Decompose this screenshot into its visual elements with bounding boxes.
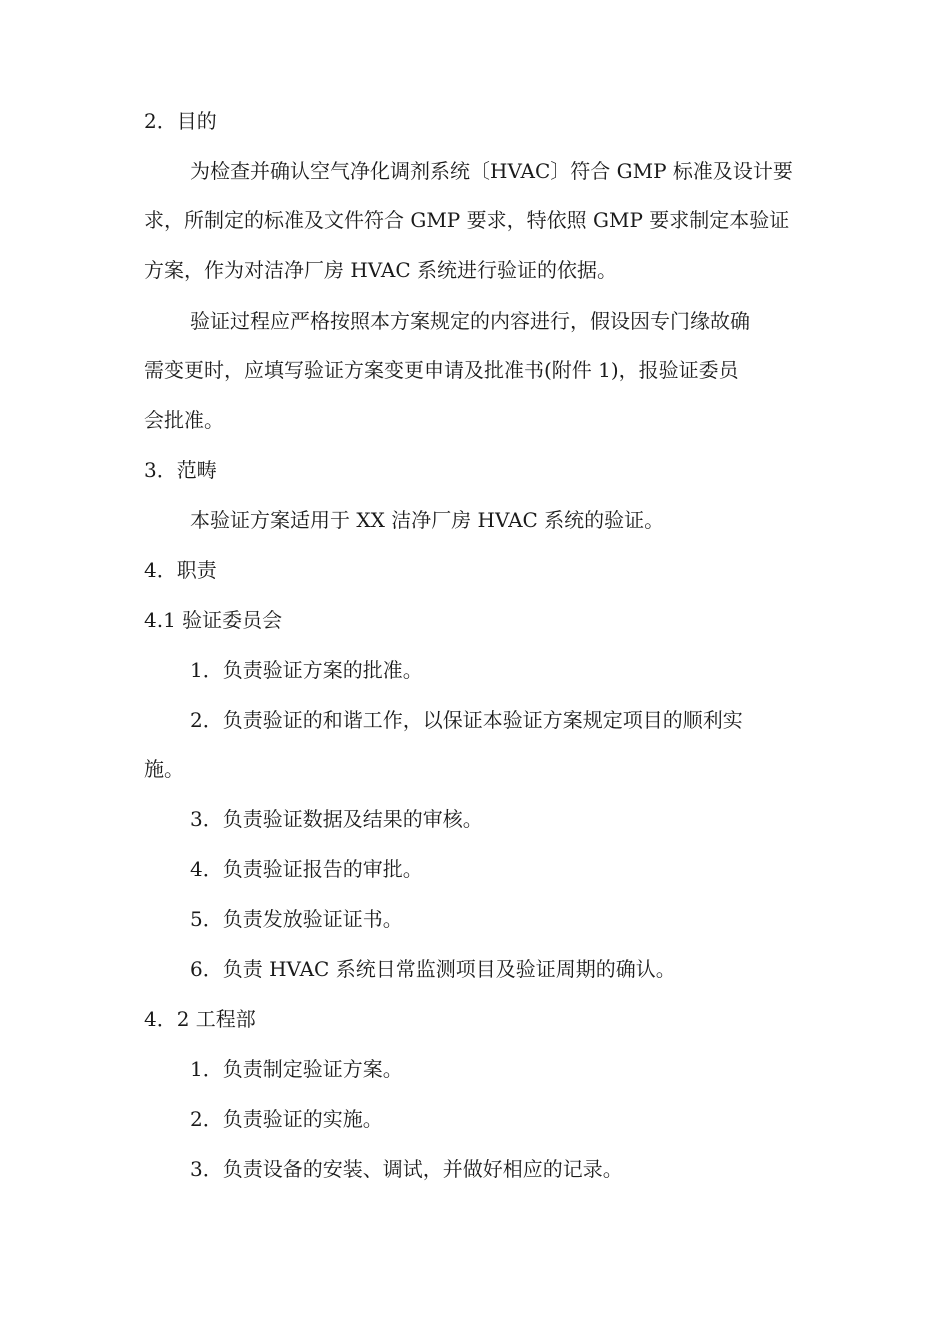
committee-duty-item: 6．负责 HVAC 系统日常监测项目及验证周期的确认。 <box>190 957 676 981</box>
committee-duty-item: 4．负责验证报告的审批。 <box>190 857 423 881</box>
engineering-duty-item: 2．负责验证的实施。 <box>190 1107 383 1131</box>
purpose-paragraph-line: 求，所制定的标准及文件符合 GMP 要求，特依照 GMP 要求制定本验证 <box>144 208 790 232</box>
purpose-paragraph-line: 需变更时，应填写验证方案变更申请及批准书(附件 1)，报验证委员 <box>144 358 739 382</box>
committee-duty-item: 2．负责验证的和谐工作，以保证本验证方案规定项目的顺利实 <box>190 708 743 732</box>
committee-duty-item: 3．负责验证数据及结果的审核。 <box>190 807 483 831</box>
engineering-duty-item: 1．负责制定验证方案。 <box>190 1057 403 1081</box>
section-heading-purpose: 2．目的 <box>144 109 217 133</box>
committee-duty-item: 5．负责发放验证证书。 <box>190 907 403 931</box>
committee-duty-item: 1．负责验证方案的批准。 <box>190 658 423 682</box>
subsection-heading-engineering: 4．2 工程部 <box>144 1007 256 1031</box>
subsection-heading-committee: 4.1 验证委员会 <box>144 608 283 632</box>
purpose-paragraph-line: 为检查并确认空气净化调剂系统〔HVAC〕符合 GMP 标准及设计要 <box>190 159 793 183</box>
section-heading-scope: 3．范畴 <box>144 458 217 482</box>
section-heading-duties: 4．职责 <box>144 558 217 582</box>
scope-paragraph: 本验证方案适用于 XX 洁净厂房 HVAC 系统的验证。 <box>190 508 665 532</box>
committee-duty-item-continued: 施。 <box>144 757 184 781</box>
purpose-paragraph-line: 方案，作为对洁净厂房 HVAC 系统进行验证的依据。 <box>144 258 617 282</box>
purpose-paragraph-line: 会批准。 <box>144 408 224 432</box>
purpose-paragraph-line: 验证过程应严格按照本方案规定的内容进行，假设因专门缘故确 <box>190 309 750 333</box>
engineering-duty-item: 3．负责设备的安装、调试，并做好相应的记录。 <box>190 1157 623 1181</box>
